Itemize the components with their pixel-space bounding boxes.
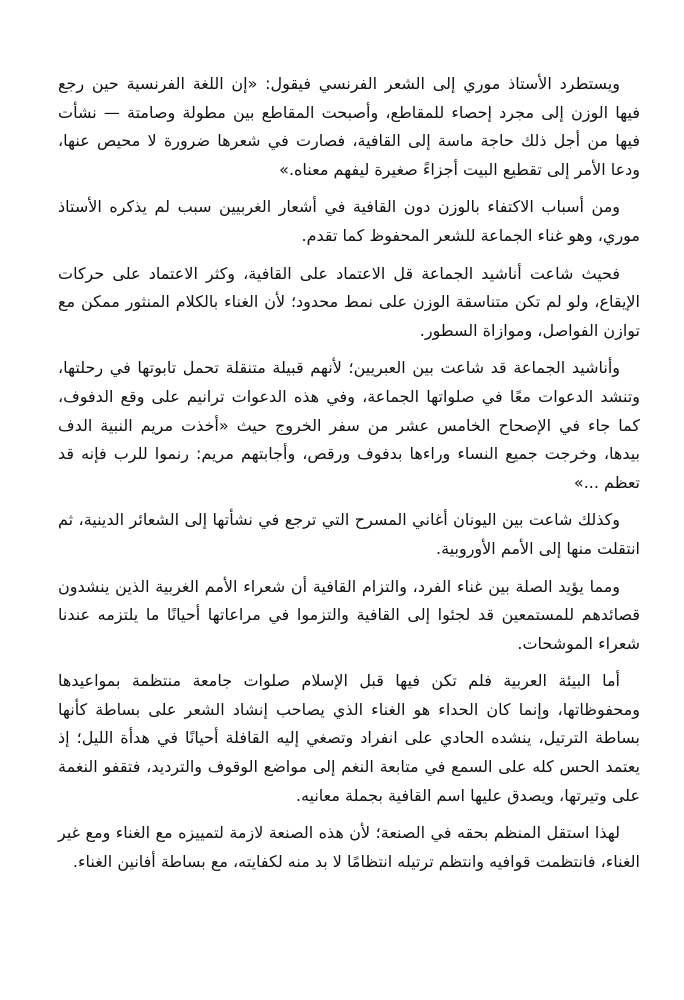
paragraph: أما البيئة العربية فلم تكن فيها قبل الإسلام صلوات جامعة منتظمة بمواعيدها ومحفوظاتها، وإنما كان الحداء هو الغناء الذي يصاحب إنشاد الشعر على بساطة كأنها بساطة الترتيل، ينشده الحادي على انفراد وتصغي إليه القافلة أحيانًا في هدأة الليل؛ إذ يعتمد الحس كله على السمع في متابعة النغم إلى مواضع الوقوف والترديد، فتقفو النغمة على وتيرتها، ويصدق عليها اسم القافية بجملة معانيه. xyxy=(58,671,640,805)
document-body xyxy=(58,70,640,885)
paragraph: وكذلك شاعت بين اليونان أغاني المسرح التي ترجع في نشأتها إلى الشعائر الدينية، ثم انتقلت منها إلى الأمم الأوروبية. xyxy=(58,510,640,558)
paragraph: ومن أسباب الاكتفاء بالوزن دون القافية في أشعار الغربيين سبب لم يذكره الأستاذ موري، وهو غناء الجماعة للشعر المحفوظ كما تقدم. xyxy=(58,197,640,245)
paragraph: ويستطرد الأستاذ موري إلى الشعر الفرنسي فيقول: «إن اللغة الفرنسية حين رجع فيها الوزن إلى مجرد إحصاء للمقاطع، وأصبحت المقاطع بين مطولة وصامتة — نشأت فيها من أجل ذلك حاجة ماسة إلى القافية، فصارت في شعرها ضرورة لا محيص عنها، ودعا الأمر إلى تقطيع البيت أجزاءً صغيرة ليفهم معناه.» xyxy=(58,74,640,179)
paragraph: فحيث شاعت أناشيد الجماعة قل الاعتماد على القافية، وكثر الاعتماد على حركات الإيقاع، ولو لم تكن متناسقة الوزن على نمط محدود؛ لأن الغناء بالكلام المنثور ممكن مع توازن الفواصل، وموازاة السطور. xyxy=(58,263,640,340)
paragraph: وأناشيد الجماعة قد شاعت بين العبريين؛ لأنهم قبيلة متنقلة تحمل تابوتها في رحلتها، وتنشد الدعوات معًا في صلواتها الجماعة، وفي هذه الدعوات ترانيم على وقع الدفوف، كما جاء في الإصحاح الخامس عشر من سفر الخروج حيث «أخذت مريم النبية الدف بيدها، وخرجت جميع النساء وراءها بدفوف ورقص، وأجابتهم مريم: رنموا للرب فإنه قد تعظم ...» xyxy=(58,358,640,492)
paragraph: لهذا استقل المنظم بحقه في الصنعة؛ لأن هذه الصنعة لازمة لتمييزه مع الغناء ومع غير الغناء، فانتظمت قوافيه وانتظم ترتيله انتظامًا لا بد منه لكفايته، مع بساطة أفانين الغناء. xyxy=(58,823,640,871)
paragraph: ومما يؤيد الصلة بين غناء الفرد، والتزام القافية أن شعراء الأمم الغربية الذين ينشدون قصائدهم للمستمعين قد لجئوا إلى القافية والتزموا في مراعاتها أحيانًا ما يلتزمه عندنا شعراء الموشحات. xyxy=(58,576,640,653)
